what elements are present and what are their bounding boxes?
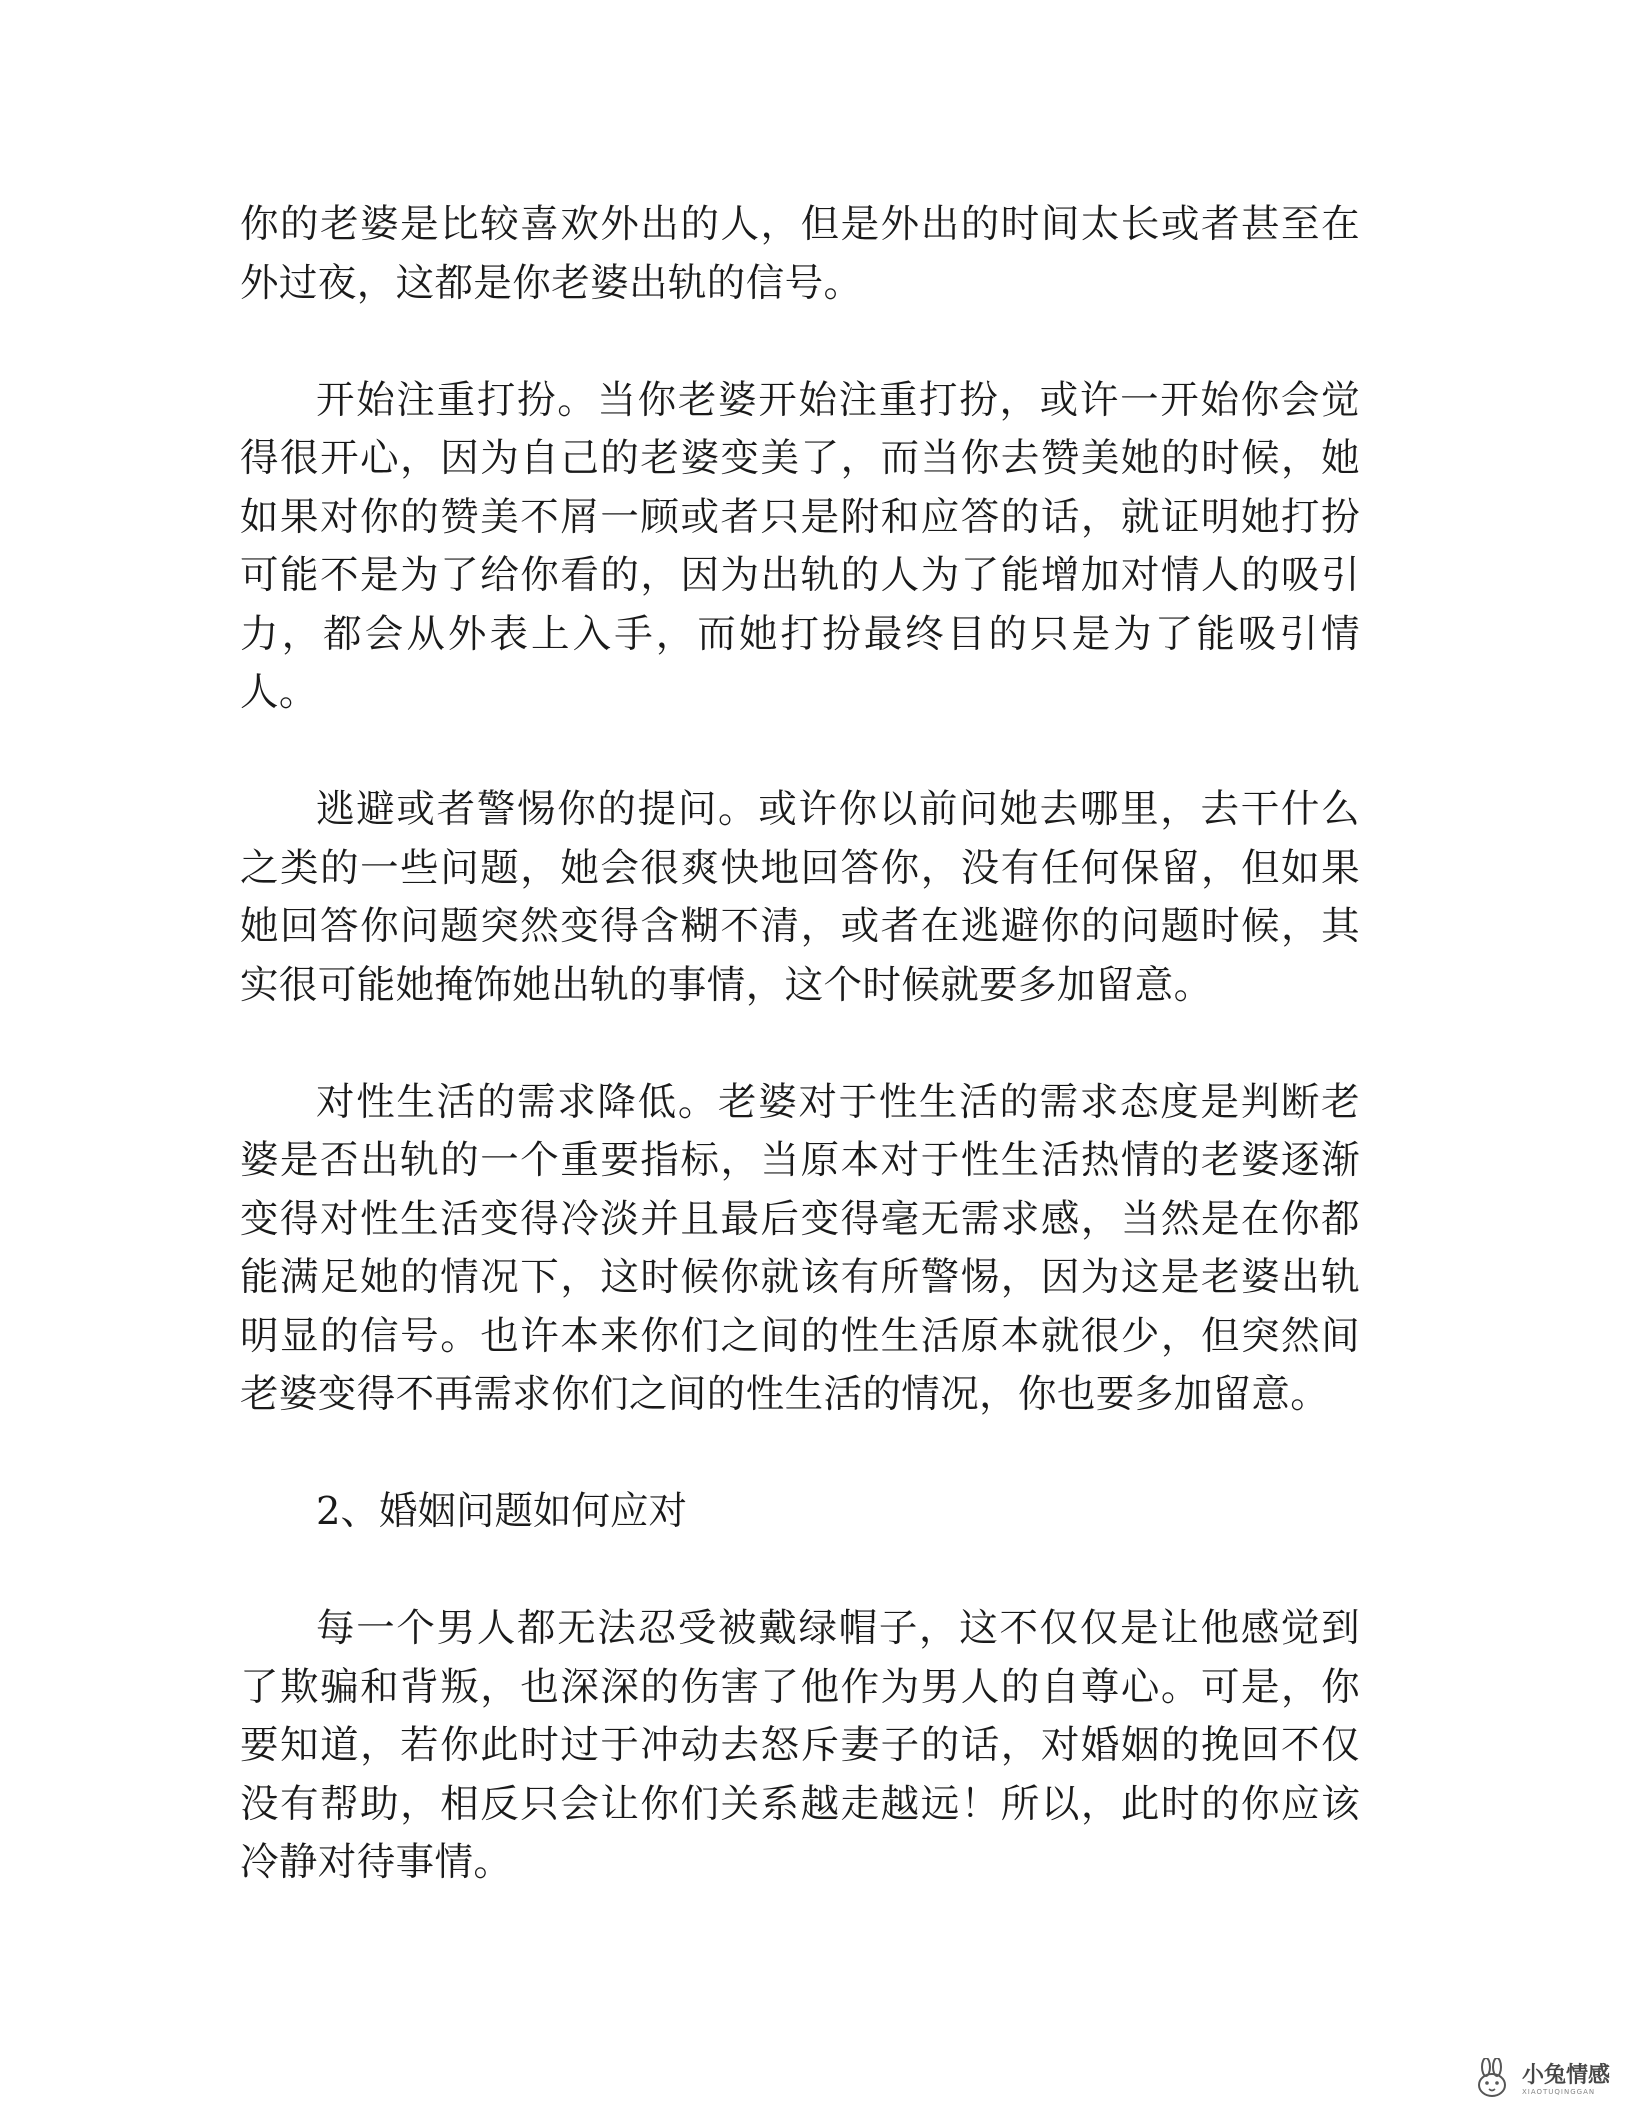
- paragraph-2: 开始注重打扮。当你老婆开始注重打扮，或许一开始你会觉得很开心，因为自己的老婆变美了，而当你去赞美她的时候，她如果对你的赞美不屑一顾或者只是附和应答的话，就证明她打扮可能不是为了给你看的，因为出轨的人为了能增加对情人的吸引力，都会从外表上入手，而她打扮最终目的只是为了能吸引情人。: [240, 377, 1360, 715]
- watermark-subtitle: XIAOTUQINGGAN: [1521, 2087, 1596, 2096]
- rabbit-logo-icon: [1470, 2058, 1516, 2102]
- section-heading: 2、婚姻问题如何应对: [316, 1489, 687, 1534]
- document-page: [240, 196, 1360, 1976]
- watermark-name: 小兔情感: [1521, 2062, 1610, 2088]
- paragraph-4: 对性生活的需求降低。老婆对于性生活的需求态度是判断老婆是否出轨的一个重要指标，当原本对于性生活热情的老婆逐渐变得对性生活变得冷淡并且最后变得毫无需求感，当然是在你都能满足她的情况下，这时候你就该有所警惕，因为这是老婆出轨明显的信号。也许本来你们之间的性生活原本就很少，但突然间老婆变得不再需求你们之间的性生活的情况，你也要多加留意。: [240, 1079, 1360, 1417]
- watermark: [1470, 2058, 1610, 2102]
- paragraph-1: 你的老婆是比较喜欢外出的人，但是外出的时间太长或者甚至在外过夜，这都是你老婆出轨的信号。: [240, 202, 1360, 306]
- paragraph-3: 逃避或者警惕你的提问。或许你以前问她去哪里，去干什么之类的一些问题，她会很爽快地回答你，没有任何保留，但如果她回答你问题突然变得含糊不清，或者在逃避你的问题时候，其实很可能她掩饰她出轨的事情，这个时候就要多加留意。: [240, 787, 1360, 1008]
- paragraph-5: 每一个男人都无法忍受被戴绿帽子，这不仅仅是让他感觉到了欺骗和背叛，也深深的伤害了他作为男人的自尊心。可是，你要知道，若你此时过于冲动去怒斥妻子的话，对婚姻的挽回不仅没有帮助，相反只会让你们关系越走越远！所以，此时的你应该冷静对待事情。: [240, 1606, 1360, 1885]
